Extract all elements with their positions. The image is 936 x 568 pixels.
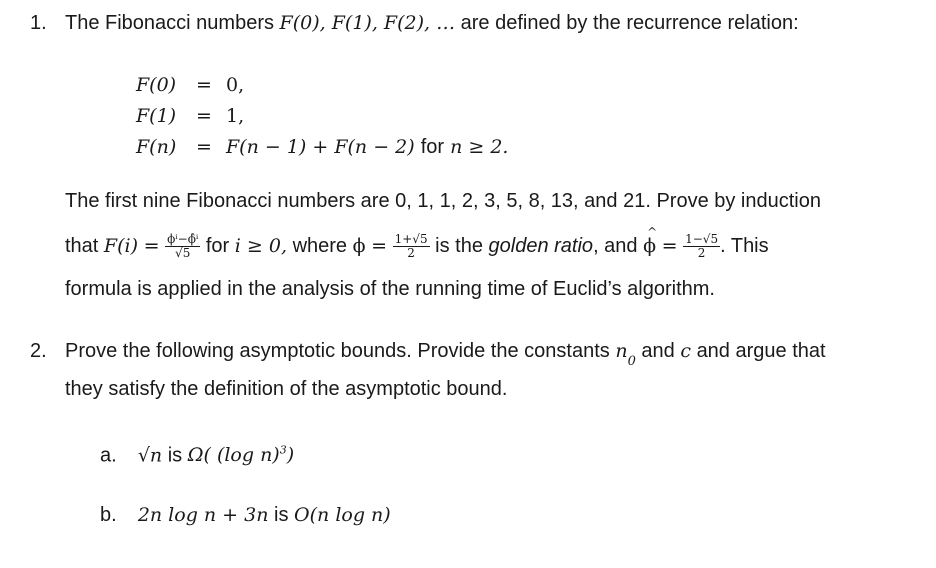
q2-part-b xyxy=(100,504,391,527)
part-label: b. xyxy=(100,504,117,526)
equation-rhs-math: F(n − 1) + F(n − 2) xyxy=(226,136,415,158)
equation-lhs: F(0) xyxy=(136,74,177,96)
equation-rhs: 0, xyxy=(226,74,245,96)
math-exponent: 3 xyxy=(279,444,287,457)
q1-paragraph-line3: formula is applied in the analysis of the running time of Euclid’s algorithm. xyxy=(65,278,715,300)
q1-paragraph-line2 xyxy=(65,226,769,266)
text-and: , and xyxy=(593,235,638,257)
equals-sign: = xyxy=(661,235,678,257)
q2-line1-post: and argue that xyxy=(696,340,826,362)
binet-fraction xyxy=(165,233,200,260)
phi-fraction xyxy=(393,233,430,260)
equals-sign: = xyxy=(371,235,388,257)
q2-number: 2. xyxy=(30,340,47,362)
text-this: . This xyxy=(720,235,769,257)
math-omega-bound xyxy=(188,444,294,466)
phi-hat-denominator: 2 xyxy=(697,246,706,261)
math-i-condition: i ≥ 0, xyxy=(234,235,287,257)
q2-line1 xyxy=(65,340,826,369)
text-for: for xyxy=(205,235,230,257)
math-n0 xyxy=(615,340,636,369)
text-where: where xyxy=(292,235,348,257)
part-label: a. xyxy=(100,444,117,467)
math-big-o-bound: O(n log n) xyxy=(294,504,391,526)
equation-lhs: F(1) xyxy=(136,105,177,127)
text-that: that xyxy=(65,235,99,257)
q1-intro-math: F(0), F(1), F(2), … xyxy=(279,12,456,34)
math-n0-subscript: 0 xyxy=(627,354,636,369)
phi-hat-fraction xyxy=(683,233,720,260)
q2-part-a xyxy=(100,444,294,467)
equation-rhs-text: for xyxy=(420,136,445,158)
equation-equals: = xyxy=(196,74,212,96)
math-omega-expr: Ω( (log n) xyxy=(187,444,280,467)
equation-rhs-cond: n ≥ 2. xyxy=(450,136,509,158)
text-golden-ratio: golden ratio xyxy=(488,235,594,257)
phi-hat-numerator: 1−√5 xyxy=(685,232,719,247)
q1-intro-pre: The Fibonacci numbers xyxy=(65,12,274,34)
math-phi: ϕ xyxy=(352,235,366,257)
q2-line1-mid: and xyxy=(641,340,675,362)
binet-denominator: √5 xyxy=(175,246,191,261)
q2-line1-pre: Prove the following asymptotic bounds. Provide the constants xyxy=(65,340,610,362)
q1-number: 1. xyxy=(30,12,47,34)
q1-intro-post: are defined by the recurrence relation: xyxy=(460,12,799,34)
q1-paragraph-line1: The first nine Fibonacci numbers are 0, 1, 1, 2, 3, 5, 8, 13, and 21. Prove by induction xyxy=(65,190,821,212)
math-phi-hat: ^ ϕ xyxy=(643,226,656,266)
math-n0-base: n xyxy=(615,340,628,362)
equation-lhs: F(n) xyxy=(136,136,177,158)
binet-numerator: ϕⁱ−ϕ̂ⁱ xyxy=(167,232,199,247)
math-sqrt-n: √n xyxy=(137,444,163,467)
text-is: is xyxy=(274,504,289,526)
equation-rhs xyxy=(226,132,508,163)
equation-equals: = xyxy=(196,136,212,158)
equation-equals: = xyxy=(196,105,212,127)
text-is: is xyxy=(167,444,183,467)
text-is-the: is the xyxy=(435,235,483,257)
equals-sign: = xyxy=(143,235,160,257)
equation-rhs: 1, xyxy=(226,105,245,127)
math-close-paren: ) xyxy=(286,444,295,467)
math-f-of-i: F(i) xyxy=(103,235,139,257)
q1-intro xyxy=(65,12,799,35)
phi-denominator: 2 xyxy=(407,246,415,261)
math-expression: 2n log n + 3n xyxy=(137,504,269,526)
q2-line2: they satisfy the definition of the asymptotic bound. xyxy=(65,378,508,400)
phi-numerator: 1+√5 xyxy=(394,232,428,247)
math-c: c xyxy=(680,340,691,362)
